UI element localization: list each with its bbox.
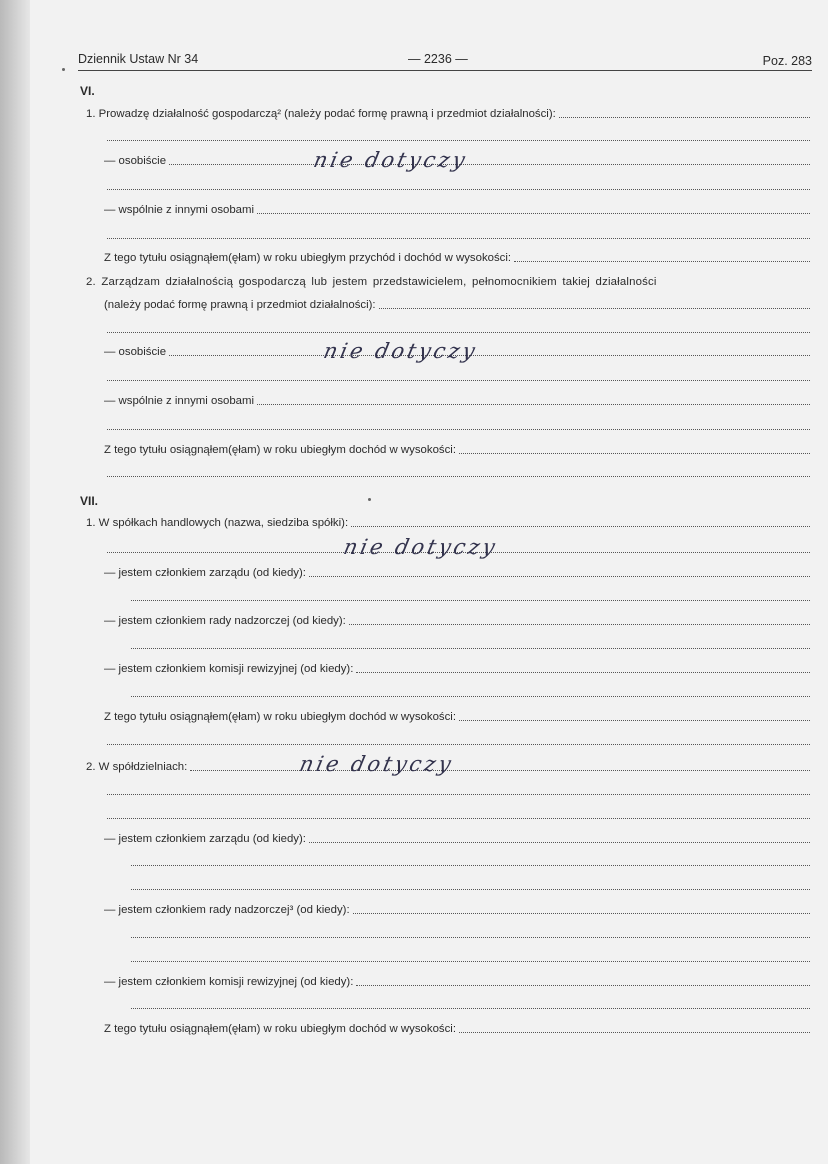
vii-1-income-line bbox=[104, 710, 810, 724]
fill-line[interactable] bbox=[131, 693, 810, 697]
vi-1-jointly-line bbox=[104, 203, 810, 217]
fill-line[interactable] bbox=[107, 137, 810, 141]
fill-line[interactable] bbox=[169, 352, 810, 356]
blank-line[interactable] bbox=[104, 130, 810, 144]
fill-line[interactable] bbox=[379, 305, 810, 309]
vi-2-label: 2. Zarządzam działalnością gospodarczą lub jestem przedstawicielem, pełnomocnikiem takiej działalności bbox=[86, 276, 657, 288]
blank-line[interactable] bbox=[104, 419, 810, 433]
scan-edge bbox=[0, 0, 30, 1164]
journal-title: Dziennik Ustaw Nr 34 bbox=[78, 52, 199, 66]
section-vi-heading: VI. bbox=[80, 84, 95, 98]
blank-line[interactable] bbox=[128, 879, 810, 893]
vi-2-income-line bbox=[104, 443, 810, 457]
fill-line[interactable] bbox=[131, 958, 810, 962]
fill-line[interactable] bbox=[459, 450, 810, 454]
vi-1-line bbox=[86, 107, 810, 121]
fill-line[interactable] bbox=[459, 717, 810, 721]
fill-line[interactable] bbox=[257, 210, 810, 214]
income-label: Z tego tytułu osiągnąłem(ęłam) w roku ubiegłym przychód i dochód w wysokości: bbox=[104, 252, 512, 264]
fill-line[interactable] bbox=[559, 114, 810, 118]
vii-1-label: 1. W spółkach handlowych (nazwa, siedziba spółki): bbox=[86, 517, 349, 529]
blank-line[interactable] bbox=[104, 228, 810, 242]
supervisory-label: — jestem członkiem rady nadzorczej (od kiedy): bbox=[104, 615, 346, 627]
fill-line[interactable] bbox=[107, 815, 810, 819]
income-label: Z tego tytułu osiągnąłem(ęłam) w roku ubiegłym dochód w wysokości: bbox=[104, 444, 456, 456]
vi-2-jointly-line bbox=[104, 394, 810, 408]
fill-line[interactable] bbox=[131, 597, 810, 601]
blank-line[interactable] bbox=[128, 951, 810, 965]
handwritten-answer: nie dotyczy bbox=[297, 752, 456, 776]
fill-line[interactable] bbox=[107, 473, 810, 477]
vii-1-line bbox=[86, 516, 810, 530]
blank-line[interactable] bbox=[128, 855, 810, 869]
fill-line[interactable] bbox=[107, 186, 810, 190]
board-label: — jestem członkiem zarządu (od kiedy): bbox=[104, 567, 306, 579]
fill-line[interactable] bbox=[353, 910, 810, 914]
blank-line[interactable] bbox=[104, 466, 810, 480]
handwritten-answer: nie dotyczy bbox=[341, 535, 500, 559]
income-label: Z tego tytułu osiągnąłem(ęłam) w roku ubiegłym dochód w wysokości: bbox=[104, 711, 456, 723]
fill-line[interactable] bbox=[107, 426, 810, 430]
fill-line[interactable] bbox=[169, 161, 810, 165]
position-number: Poz. 283 bbox=[762, 54, 812, 68]
blank-line[interactable] bbox=[104, 734, 810, 748]
fill-line[interactable] bbox=[349, 621, 810, 625]
vi-2-line-b bbox=[104, 298, 810, 312]
vii-2-label: 2. W spółdzielniach: bbox=[86, 761, 188, 773]
blank-line[interactable] bbox=[128, 998, 810, 1012]
handwritten-answer: nie dotyczy bbox=[311, 148, 470, 172]
fill-line[interactable] bbox=[107, 377, 810, 381]
vi-2-label-cont: (należy podać formę prawną i przedmiot działalności): bbox=[104, 299, 376, 311]
page-number: — 2236 — bbox=[408, 52, 468, 66]
income-label: Z tego tytułu osiągnąłem(ęłam) w roku ubiegłym dochód w wysokości: bbox=[104, 1023, 456, 1035]
fill-line[interactable] bbox=[351, 523, 810, 527]
fill-line[interactable] bbox=[107, 329, 810, 333]
fill-line[interactable] bbox=[514, 258, 810, 262]
fill-line[interactable] bbox=[309, 839, 810, 843]
scan-speck bbox=[368, 498, 371, 501]
blank-line[interactable] bbox=[128, 927, 810, 941]
personally-label: — osobiście bbox=[104, 155, 167, 167]
fill-line[interactable] bbox=[257, 401, 810, 405]
vii-2-board-line bbox=[104, 832, 810, 846]
fill-line[interactable] bbox=[107, 791, 810, 795]
fill-line[interactable] bbox=[190, 767, 810, 771]
board-label: — jestem członkiem zarządu (od kiedy): bbox=[104, 833, 306, 845]
blank-line[interactable] bbox=[128, 638, 810, 652]
fill-line[interactable] bbox=[131, 862, 810, 866]
fill-line[interactable] bbox=[309, 573, 810, 577]
section-vii-heading: VII. bbox=[80, 494, 99, 508]
blank-line[interactable] bbox=[104, 808, 810, 822]
fill-line[interactable] bbox=[131, 934, 810, 938]
fill-line[interactable] bbox=[107, 235, 810, 239]
personally-label: — osobiście bbox=[104, 346, 167, 358]
vii-2-income-line bbox=[104, 1022, 810, 1036]
vii-1-audit-line bbox=[104, 662, 810, 676]
blank-line[interactable] bbox=[104, 370, 810, 384]
vi-2-line-a bbox=[86, 275, 810, 289]
fill-line[interactable] bbox=[131, 645, 810, 649]
audit-label: — jestem członkiem komisji rewizyjnej (od kiedy): bbox=[104, 976, 354, 988]
handwritten-answer: nie dotyczy bbox=[321, 339, 480, 363]
vii-1-board-line bbox=[104, 566, 810, 580]
fill-line[interactable] bbox=[131, 886, 810, 890]
fill-line[interactable] bbox=[459, 1029, 810, 1033]
page-header bbox=[78, 52, 812, 71]
fill-line[interactable] bbox=[107, 741, 810, 745]
vii-2-audit-line bbox=[104, 975, 810, 989]
vii-2-supervisory-line bbox=[104, 903, 810, 917]
jointly-label: — wspólnie z innymi osobami bbox=[104, 395, 255, 407]
blank-line[interactable] bbox=[128, 590, 810, 604]
scan-speck bbox=[62, 68, 65, 71]
vi-1-income-line bbox=[104, 251, 810, 265]
blank-line[interactable] bbox=[104, 179, 810, 193]
supervisory-label: — jestem członkiem rady nadzorczej³ (od kiedy): bbox=[104, 904, 350, 916]
audit-label: — jestem członkiem komisji rewizyjnej (od kiedy): bbox=[104, 663, 354, 675]
vii-1-supervisory-line bbox=[104, 614, 810, 628]
jointly-label: — wspólnie z innymi osobami bbox=[104, 204, 255, 216]
vi-1-label: 1. Prowadzę działalność gospodarczą² (należy podać formę prawną i przedmiot działalności): bbox=[86, 108, 556, 120]
fill-line[interactable] bbox=[356, 982, 810, 986]
blank-line[interactable] bbox=[128, 686, 810, 700]
blank-line[interactable] bbox=[104, 322, 810, 336]
fill-line[interactable] bbox=[131, 1005, 810, 1009]
fill-line[interactable] bbox=[356, 669, 810, 673]
blank-line[interactable] bbox=[104, 784, 810, 798]
